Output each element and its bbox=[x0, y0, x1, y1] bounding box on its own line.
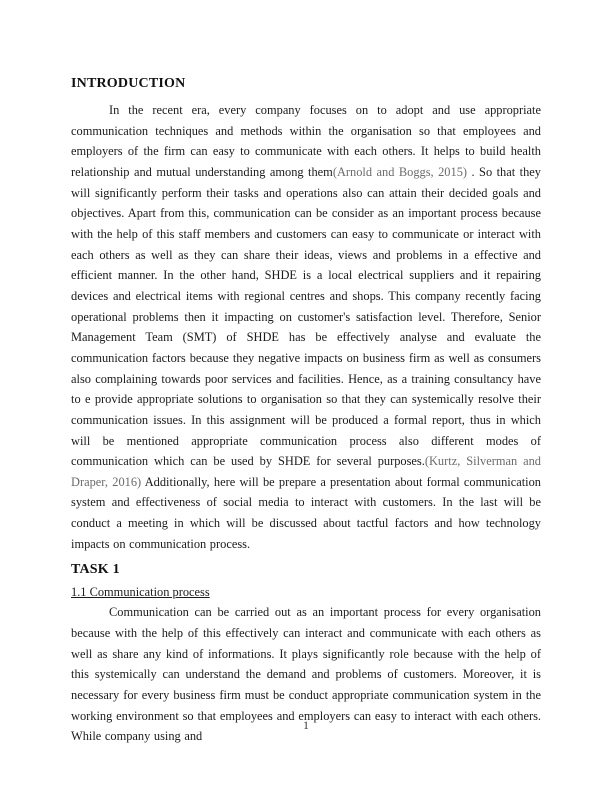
paragraph-text: In the recent era, every company focuses on to adopt and use appropriate communication techniques and methods within the organisation so that employees and employers of the firm can easy to communicate with each others. It helps to build health relationship and mutual understanding among them bbox=[71, 103, 541, 179]
citation-kurtz-silverman-draper: (Kurtz, Silverman and Draper, 2016) bbox=[71, 454, 541, 489]
page-number: 1 bbox=[303, 720, 309, 732]
paragraph-text: Communication can be carried out as an important process for every organisation because with the help of this effectively can interact and communicate with each others as well as share any kind of informations. It plays significantly role because with the help of this systemically can understand the demand and problems of customers. Moreover, it is necessary for every business firm must be conduct appropriate communication system in the working environment so that employees and employers can easy to interact with each others. While company using and bbox=[71, 605, 541, 744]
page-content bbox=[71, 76, 541, 747]
section-heading-task1: TASK 1 bbox=[71, 562, 120, 578]
section-heading-introduction: INTRODUCTION bbox=[71, 76, 186, 91]
paragraph-text: Additionally, here will be prepare a presentation about formal communication system and effectiveness of social media to interact with customers. In the last will be conduct a meeting in which will be discussed about tactful factors and how technology impacts on communication process. bbox=[71, 474, 541, 551]
subsection-heading-communication-process: 1.1 Communication process bbox=[71, 585, 210, 600]
citation-arnold-boggs: (Arnold and Boggs, 2015) bbox=[332, 164, 468, 179]
paragraph-text: . So that they will significantly perform their tasks and operations also can attain their decided goals and objectives. Apart from this, communication can be consider as an important process because with the help of this staff members and customers can easy to communicate or interact with each others as well as they can share their ideas, views and problems in a effective and efficient manner. In the other hand, SHDE is a local electrical suppliers and it repairing devices and electrical items with regional centres and shops. This company recently facing operational problems then it impacting on customer's satisfaction level. Therefore, Senior Management Team (SMT) of SHDE has be effectively analyse and evaluate the communication factors because they negative impacts on business firm as well as consumers also complaining towards poor services and facilities. Hence, as a training consultancy have to e provide appropriate solutions to organisation so that they can systemically resolve their communication issues. In this assignment will be produced a formal report, thus in which will be mentioned appropriate communication process also different modes of communication which can be used by SHDE for several purposes. bbox=[71, 164, 541, 469]
introduction-paragraph bbox=[71, 100, 541, 554]
